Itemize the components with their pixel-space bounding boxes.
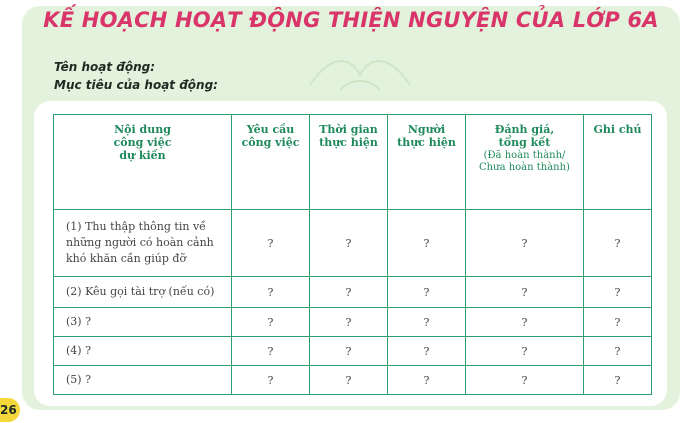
task-cell xyxy=(54,210,232,277)
plan-table xyxy=(53,114,652,395)
activity-goal-label: Mục tiêu của hoạt động: xyxy=(54,78,218,92)
task-line: những người có hoàn cảnh xyxy=(66,236,214,249)
table-cell: ? xyxy=(388,210,466,277)
header-content xyxy=(54,115,232,210)
table-header-row xyxy=(54,115,652,210)
table-cell: ? xyxy=(232,308,310,337)
header-line: Người xyxy=(407,123,446,136)
header-line: Ghi chú xyxy=(593,123,642,136)
task-line: khó khăn cần giúp đỡ xyxy=(66,252,187,265)
task-line: (3) ? xyxy=(66,315,91,328)
table-cell: ? xyxy=(584,277,652,308)
table-cell: ? xyxy=(466,210,584,277)
table-cell: ? xyxy=(466,277,584,308)
table-row xyxy=(54,210,652,277)
table-cell: ? xyxy=(466,337,584,366)
header-requirement xyxy=(232,115,310,210)
table-cell: ? xyxy=(232,277,310,308)
header-person xyxy=(388,115,466,210)
task-cell xyxy=(54,366,232,395)
decorative-ornament xyxy=(300,50,420,100)
table-cell: ? xyxy=(310,277,388,308)
header-line: thực hiện xyxy=(397,136,456,149)
header-line: Nội dung xyxy=(114,123,171,136)
table-cell: ? xyxy=(232,337,310,366)
header-subline: Chưa hoàn thành) xyxy=(479,162,570,173)
header-evaluation xyxy=(466,115,584,210)
header-line: công việc xyxy=(113,136,172,149)
task-cell xyxy=(54,308,232,337)
header-line: Thời gian xyxy=(319,123,378,136)
header-line: Đánh giá, xyxy=(494,123,555,136)
table-cell: ? xyxy=(466,308,584,337)
table-cell: ? xyxy=(388,366,466,395)
task-line: (4) ? xyxy=(66,344,91,357)
header-subline: (Đã hoàn thành/ xyxy=(483,150,566,161)
table-cell: ? xyxy=(584,366,652,395)
task-line: (5) ? xyxy=(66,373,91,386)
table-cell: ? xyxy=(466,366,584,395)
table-cell: ? xyxy=(310,210,388,277)
table-cell: ? xyxy=(584,337,652,366)
table-cell: ? xyxy=(388,308,466,337)
table-cell: ? xyxy=(232,210,310,277)
header-line: dự kiến xyxy=(119,149,166,162)
table-cell: ? xyxy=(584,210,652,277)
table-cell: ? xyxy=(584,308,652,337)
task-line: (1) Thu thập thông tin về xyxy=(66,220,206,233)
table-cell: ? xyxy=(310,308,388,337)
header-time xyxy=(310,115,388,210)
table-row xyxy=(54,337,652,366)
task-line: (2) Kêu gọi tài trợ (nếu có) xyxy=(66,285,215,298)
header-line: thực hiện xyxy=(319,136,378,149)
header-line: công việc xyxy=(241,136,300,149)
task-cell xyxy=(54,277,232,308)
table-cell: ? xyxy=(388,277,466,308)
table-row xyxy=(54,308,652,337)
task-cell xyxy=(54,337,232,366)
table-cell: ? xyxy=(310,337,388,366)
header-notes xyxy=(584,115,652,210)
table-cell: ? xyxy=(310,366,388,395)
page-title: KẾ HOẠCH HOẠT ĐỘNG THIỆN NGUYỆN CỦA LỚP 6A xyxy=(43,8,659,32)
table-row xyxy=(54,277,652,308)
header-line: tổng kết xyxy=(498,136,551,149)
table-cell: ? xyxy=(388,337,466,366)
activity-name-label: Tên hoạt động: xyxy=(54,60,156,74)
page-number: 26 xyxy=(0,398,20,422)
header-line: Yêu cầu xyxy=(246,123,295,136)
table-cell: ? xyxy=(232,366,310,395)
table-row xyxy=(54,366,652,395)
